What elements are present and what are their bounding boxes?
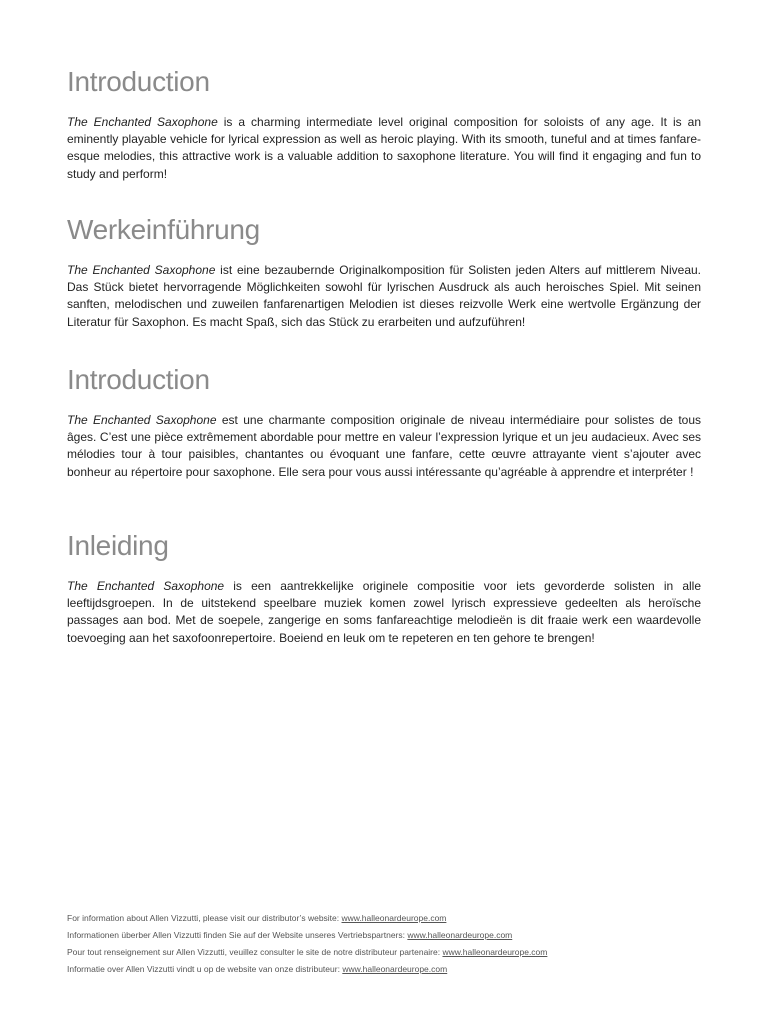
work-title: The Enchanted Saxophone	[67, 413, 217, 427]
footer-text: Pour tout renseignement sur Allen Vizzutti, veuillez consulter le site de notre distributeur partenaire:	[67, 947, 443, 957]
paragraph-nl	[67, 578, 701, 647]
paragraph-body: est une charmante composition originale de niveau intermédiaire pour solistes de tous âges. C’est une pièce extrêmement abordable pour mettre en valeur l’expression lyrique et un jeu audacieux. Avec ses mélodies tour à tour paisibles, chantantes ou évoquant une fanfare, cette œuvre attrayante vient s’ajouter avec bonheur au répertoire pour saxophone. Elle sera pour vous aussi intéressante qu’agréable à apprendre et interpréter !	[67, 413, 702, 479]
paragraph-en	[67, 114, 701, 183]
footer-distributor-info	[67, 910, 707, 978]
section-english	[67, 66, 701, 183]
distributor-link[interactable]: www.halleonardeurope.com	[341, 913, 447, 923]
paragraph-body: ist eine bezaubernde Originalkomposition für Solisten jeden Alters auf mittlerem Niveau. Das Stück bietet hervorragende Möglichkeiten sowohl für lyrischen Ausdruck als auch heroisches Spiel. Mit seinen sanften, melodischen und zuweilen fanfarenartigen Melodien ist dieses reizvolle Werk eine wertvolle Ergänzung der Literatur für Saxophon. Es macht Spaß, sich das Stück zu erarbeiten und aufzuführen!	[67, 263, 702, 329]
footer-text: For information about Allen Vizzutti, please visit our distributor’s website:	[67, 913, 342, 923]
paragraph-de	[67, 262, 701, 331]
paragraph-fr	[67, 412, 701, 481]
work-title: The Enchanted Saxophone	[67, 115, 218, 129]
distributor-link[interactable]: www.halleonardeurope.com	[442, 947, 548, 957]
footer-text: Informatie over Allen Vizzutti vindt u op de website van onze distributeur:	[67, 964, 343, 974]
section-german	[67, 214, 701, 331]
paragraph-body: is een aantrekkelijke originele compositie voor iets gevorderde solisten in alle leeftijdsgroepen. In de uitstekend speelbare muziek komen zowel lyrisch expressieve gedeelten als heroïsche passages aan bod. Met de soepele, zangerige en soms fanfareachtige melodieën is dit fraaie werk een waardevolle toevoeging aan het saxofoonrepertoire. Boeiend en leuk om te repeteren en ten gehore te brengen!	[67, 579, 701, 645]
section-french	[67, 364, 701, 481]
footer-line-en	[67, 910, 707, 927]
distributor-link[interactable]: www.halleonardeurope.com	[342, 964, 448, 974]
heading-introduction-fr: Introduction	[67, 364, 210, 395]
heading-introduction-en: Introduction	[67, 66, 210, 97]
work-title: The Enchanted Saxophone	[67, 579, 225, 593]
section-dutch	[67, 530, 701, 647]
footer-line-fr	[67, 944, 707, 961]
heading-inleiding: Inleiding	[67, 530, 169, 561]
footer-line-de	[67, 927, 707, 944]
paragraph-body: is a charming intermediate level original composition for soloists of any age. It is an eminently playable vehicle for lyrical expression as well as heroic playing. With its smooth, tuneful and at times fanfare-esque melodies, this attractive work is a valuable addition to saxophone literature. You will find it engaging and fun to study and perform!	[67, 115, 701, 181]
footer-line-nl	[67, 961, 707, 978]
footer-text: Informationen überber Allen Vizzutti finden Sie auf der Website unseres Vertriebspartners:	[67, 930, 408, 940]
heading-werkeinfuehrung: Werkeinführung	[67, 214, 260, 245]
distributor-link[interactable]: www.halleonardeurope.com	[407, 930, 513, 940]
work-title: The Enchanted Saxophone	[67, 263, 216, 277]
